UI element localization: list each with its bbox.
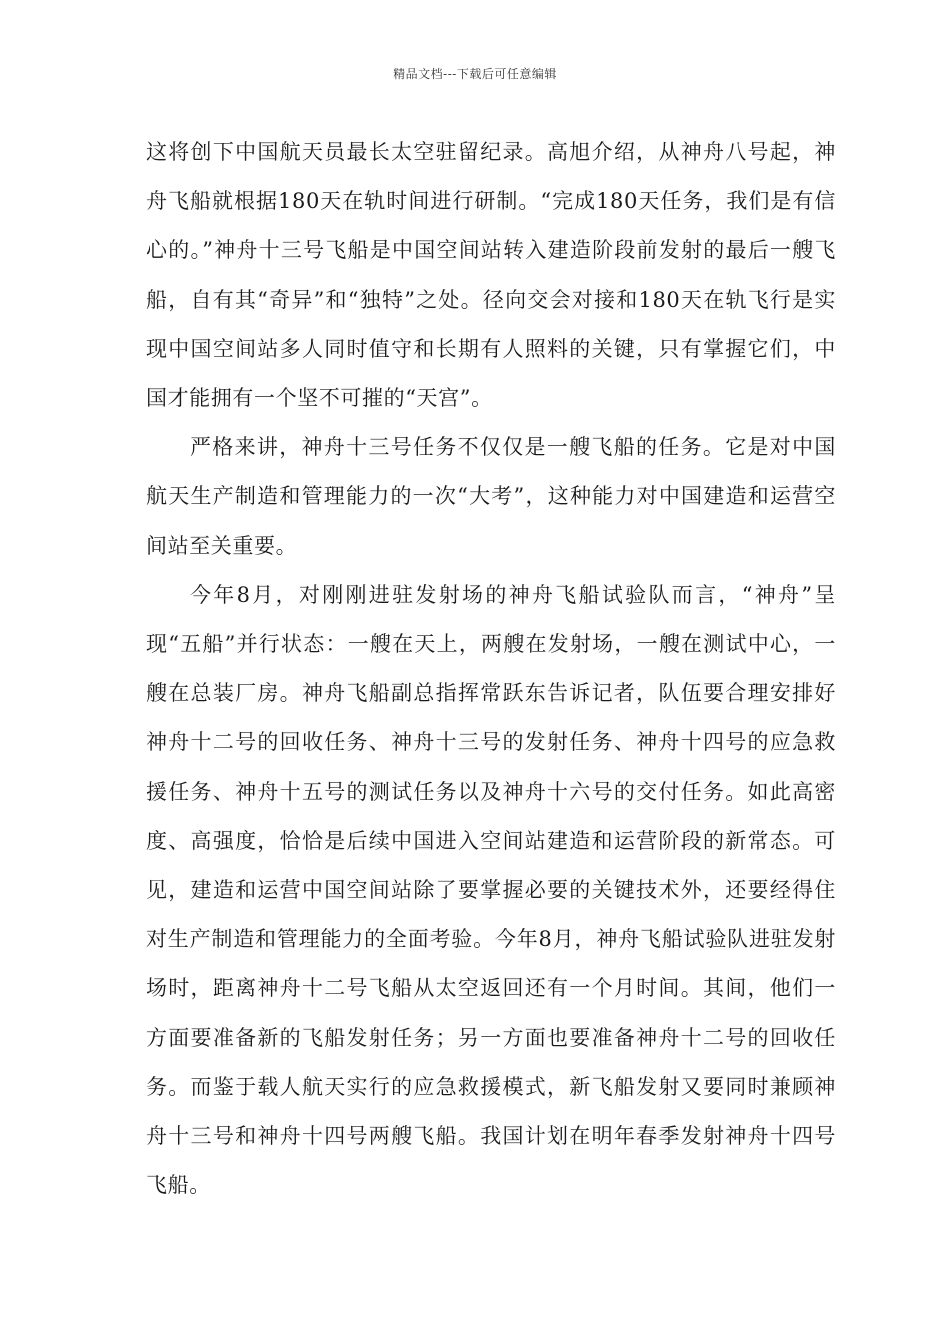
paragraph-3: 今年8月，对刚刚进驻发射场的神舟飞船试验队而言，“神舟”呈现“五船”并行状态：一艘在天上，两艘在发射场，一艘在测试中心，一艘在总装厂房。神舟飞船副总指挥常跃东告诉记者，队伍要合理安排好神舟十二号的回收任务、神舟十三号的发射任务、神舟十四号的应急救援任务、神舟十五号的测试任务以及神舟十六号的交付任务。如此高密度、高强度，恰恰是后续中国进入空间站建造和运营阶段的新常态。可见，建造和运营中国空间站除了要掌握必要的关键技术外，还要经得住对生产制造和管理能力的全面考验。今年8月，神舟飞船试验队进驻发射场时，距离神舟十二号飞船从太空返回还有一个月时间。其间，他们一方面要准备新的飞船发射任务；另一方面也要准备神舟十二号的回收任务。而鉴于载人航天实行的应急救援模式，新飞船发射又要同时兼顾神舟十三号和神舟十四号两艘飞船。我国计划在明年春季发射神舟十四号飞船。 <box>146 582 836 1198</box>
article-body <box>146 128 836 1210</box>
paragraph-1: 这将创下中国航天员最长太空驻留纪录。高旭介绍，从神舟八号起，神舟飞船就根据180天在轨时间进行研制。“完成180天任务，我们是有信心的。”神舟十三号飞船是中国空间站转入建造阶段前发射的最后一艘飞船，自有其“奇异”和“独特”之处。径向交会对接和180天在轨飞行是实现中国空间站多人同时值守和长期有人照料的关键，只有掌握它们，中国才能拥有一个坚不可摧的“天宫”。 <box>146 140 836 411</box>
paragraph-2: 严格来讲，神舟十三号任务不仅仅是一艘飞船的任务。它是对中国航天生产制造和管理能力的一次“大考”，这种能力对中国建造和运营空间站至关重要。 <box>146 435 836 558</box>
page-header: 精品文档---下载后可任意编辑 <box>393 67 557 81</box>
